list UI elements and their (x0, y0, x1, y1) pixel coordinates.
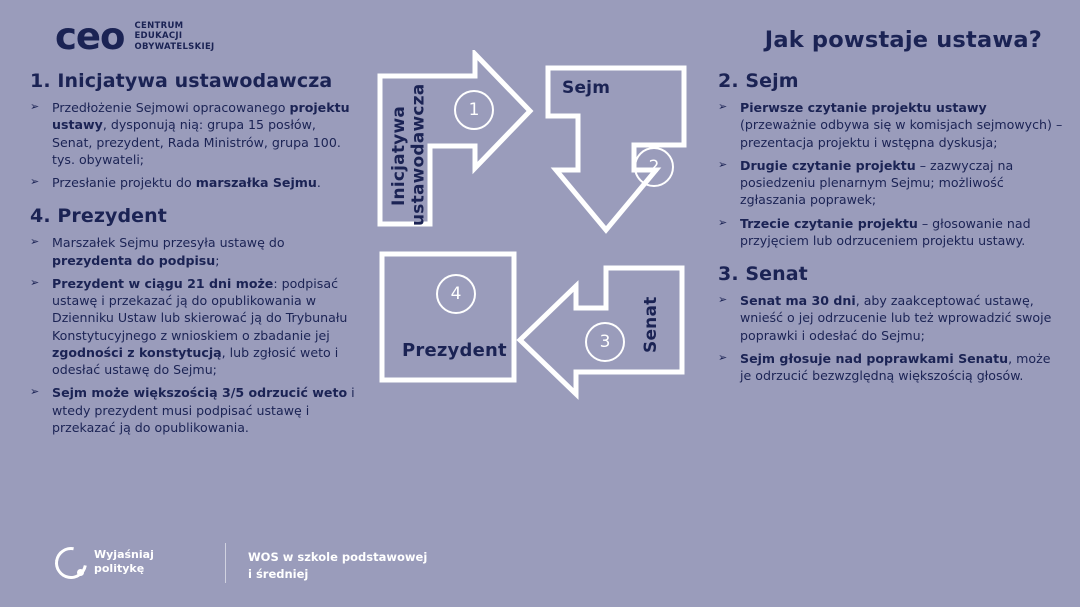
footer-brand-line1: Wyjaśniaj (94, 547, 154, 561)
box-prezydent (382, 254, 514, 380)
list-item: ➢ Sejm może większością 3/5 odrzucić weto i wtedy prezydent musi podpisać ustawę i przekazać ją do opublikowania. (30, 384, 360, 436)
wyjasniaj-polityke-icon (55, 547, 85, 577)
diagram-label-prezydent: Prezydent (402, 340, 507, 361)
list-item: ➢ Prezydent w ciągu 21 dni może: podpisać ustawę i przekazać ją do opublikowania w Dzienniku Ustaw lub skierować ją do Trybunału Konstytucyjnego z wnioskiem o zbadanie jej zgodności z konstytucją, lub zgłosić weto i odesłać ustawę do Sejmu; (30, 275, 360, 379)
diagram-label-senat: Senat (641, 296, 661, 354)
step-number-1: 1 (454, 90, 494, 130)
step-number-3: 3 (585, 322, 625, 362)
list-item: ➢ Sejm głosuje nad poprawkami Senatu, może je odrzucić bezwzględną większością głosów. (718, 350, 1063, 385)
footer-brand-text (94, 548, 154, 577)
section-title-senat: 3. Senat (718, 263, 808, 285)
ceo-logo-mark: ceo (55, 15, 125, 58)
footer-caption (248, 549, 427, 582)
bullet-list-senat (718, 292, 1063, 384)
diagram-label-inicjatywa: Inicjatywa ustawodawcza (389, 83, 429, 226)
page-title: Jak powstaje ustawa? (764, 27, 1042, 53)
step-number-2: 2 (634, 147, 674, 187)
list-item: ➢ Drugie czytanie projektu – zazwyczaj na posiedzeniu plenarnym Sejmu; możliwość zgłaszania poprawek; (718, 157, 1063, 209)
section-title-sejm: 2. Sejm (718, 70, 799, 92)
section-title-inicjatywa: 1. Inicjatywa ustawodawcza (30, 70, 333, 92)
list-item: ➢ Trzecie czytanie projektu – głosowanie nad przyjęciem lub odrzuceniem projektu ustawy. (718, 215, 1063, 250)
ceo-logo (55, 15, 224, 58)
footer-brand-line2: politykę (94, 562, 145, 575)
step-number-4: 4 (436, 274, 476, 314)
left-column (30, 70, 360, 442)
footer-caption-line1: WOS w szkole podstawowej (248, 550, 428, 564)
bullet-list-inicjatywa (30, 99, 360, 191)
bullet-list-sejm (718, 99, 1063, 249)
bullet-list-prezydent (30, 234, 360, 436)
footer-brand (55, 547, 154, 577)
footer (0, 535, 1080, 607)
section-title-prezydent: 4. Prezydent (30, 205, 167, 228)
ceo-logo-text: CENTRUM EDUKACJI OBYWATELSKIEJ (134, 20, 215, 52)
list-item: ➢ Przesłanie projektu do marszałka Sejmu. (30, 174, 360, 191)
list-item: ➢ Pierwsze czytanie projektu ustawy (przeważnie odbywa się w komisjach sejmowych) – prezentacja projektu i wstępna dyskusja; (718, 99, 1063, 151)
list-item: ➢ Marszałek Sejmu przesyła ustawę do prezydenta do podpisu; (30, 234, 360, 269)
list-item: ➢ Senat ma 30 dni, aby zaakceptować ustawę, wnieść o jej odrzucenie lub też wprowadzić swoje poprawki i odesłać do Sejmu; (718, 292, 1063, 344)
diagram-label-sejm: Sejm (562, 78, 611, 98)
process-diagram (370, 50, 710, 400)
footer-caption-line2: i średniej (248, 566, 309, 581)
right-column (718, 70, 1063, 390)
list-item: ➢ Przedłożenie Sejmowi opracowanego projektu ustawy, dysponują nią: grupa 15 posłów, Senat, prezydent, Rada Ministrów, grupa 100. tys. obywateli; (30, 99, 360, 168)
footer-divider (225, 543, 226, 583)
